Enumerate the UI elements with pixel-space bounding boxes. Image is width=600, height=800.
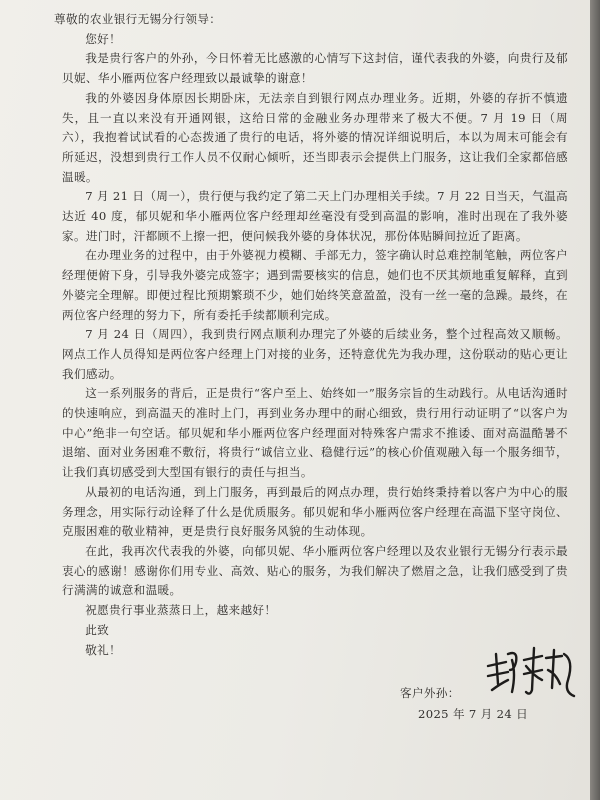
paper-edge-shadow — [590, 0, 600, 800]
closing-cizhi: 此致 — [85, 622, 110, 637]
paragraph-3: 7 月 21 日（周一），贵行便与我约定了第二天上门办理相关手续。7 月 22 日当天，气温高达近 40 度，郁贝妮和华小雁两位客户经理却丝毫没有受到高温的影响，准时出现在了我外婆家。进门时，汗都顾不上擦一把，便问候我外婆的身体状况，那份体贴瞬间拉近了距离。 — [62, 189, 568, 243]
paragraph-2: 我的外婆因身体原因长期卧床，无法亲自到银行网点办理业务。近期，外婆的存折不慎遗失，且一直以来没有开通网银，这给日常的金融业务办理带来了极大不便。7 月 19 日（周六），我抱着试试看的心态拨通了贵行的电话，将外婆的情况详细说明后，本以为周末可能会有所延迟，没想到贵行工作人员不仅耐心倾听，还当即表示会提供上门服务，这让我们全家都倍感温暖。 — [62, 90, 568, 184]
paragraph-1: 我是贵行客户的外孙，今日怀着无比感激的心情写下这封信，谨代表我的外婆，向贵行及郁贝妮、华小雁两位客户经理致以最诚挚的谢意！ — [62, 51, 568, 86]
sender-label: 客户外孙： — [400, 686, 460, 700]
closing-jingli: 敬礼！ — [85, 642, 122, 657]
paragraph-8: 在此，我再次代表我的外婆，向郁贝妮、华小雁两位客户经理以及农业银行无锡分行表示最衷心的感谢！感谢你们用专业、高效、贴心的服务，为我们解决了燃眉之急，让我们感受到了贵行满满的诚意和温暖。 — [62, 543, 568, 598]
handwritten-signature — [482, 640, 582, 706]
salutation: 尊敬的农业银行无锡分行领导： — [54, 12, 222, 26]
greeting: 您好！ — [85, 31, 122, 46]
paragraph-5: 7 月 24 日（周四），我到贵行网点顺利办理完了外婆的后续业务，整个过程高效又顺畅。网点工作人员得知是两位客户经理上门对接的业务，还特意优先为我办理，这份联动的贴心更让我们感动。 — [62, 327, 568, 381]
letter-date: 2025 年 7 月 24 日 — [418, 707, 529, 721]
closing-wish: 祝愿贵行事业蒸蒸日上，越来越好！ — [85, 603, 277, 618]
paragraph-4: 在办理业务的过程中，由于外婆视力模糊、手部无力，签字确认时总难控制笔触，两位客户经理便俯下身，引导我外婆完成签字；遇到需要核实的信息，她们也不厌其烦地重复解释，直到外婆完全理解。即便过程比预期繁琐不少，她们始终笑意盈盈，没有一丝一毫的急躁。最终，在两位客户经理的努力下，所有委托手续都顺利完成。 — [62, 248, 568, 322]
paragraph-7: 从最初的电话沟通，到上门服务，再到最后的网点办理，贵行始终秉持着以客户为中心的服务理念，用实际行动诠释了什么是优质服务。郁贝妮和华小雁两位客户经理在高温下坚守岗位、克服困难的敬业精神，更是贵行良好服务风貌的生动体现。 — [62, 484, 568, 539]
paragraph-6: 这一系列服务的背后，正是贵行“客户至上、始终如一”服务宗旨的生动践行。从电话沟通时的快速响应，到高温天的准时上门，再到业务办理中的耐心细致，贵行用行动证明了“以客户为中心”绝非一句空话。郁贝妮和华小雁两位客户经理面对特殊客户需求不推诿、面对高温酷暑不退缩、面对业务困难不敷衍，将贵行“诚信立业、稳健行远”的核心价值观融入每一个服务细节，让我们真切感受到大型国有银行的责任与担当。 — [62, 386, 568, 480]
